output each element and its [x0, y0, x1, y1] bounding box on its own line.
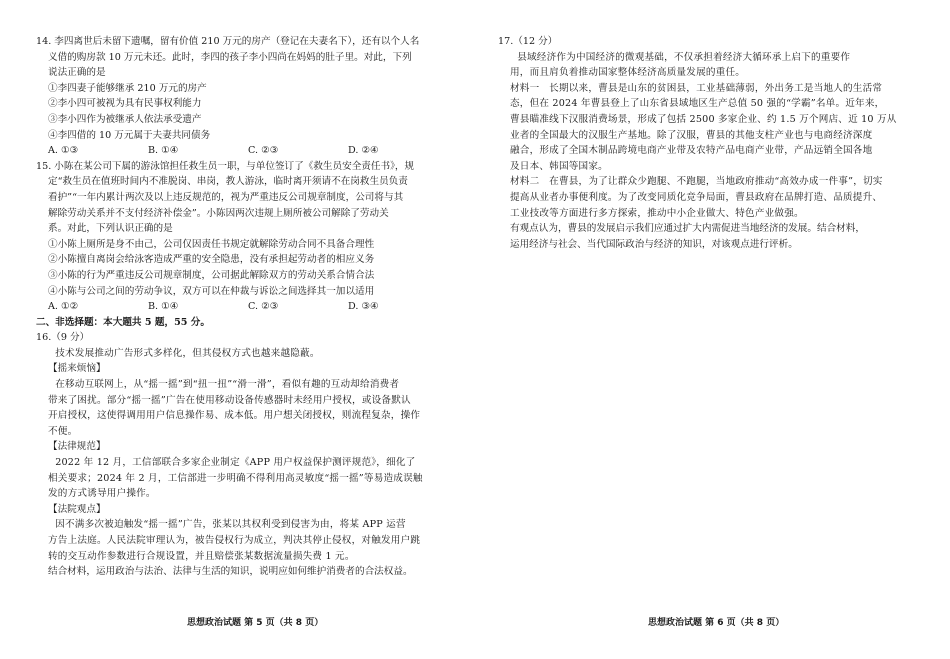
- q17-material-line: 曹县瞄准线下汉服消费场景，形成了包括 2500 多家企业、约 1.5 万个网店、近 10 万从: [510, 113, 897, 125]
- q14-stem-line: 14. 李四离世后未留下遗嘱，留有价值 210 万元的房产（登记在夫妻名下），还有以个人名: [36, 36, 420, 47]
- q14-item: ③李小四作为被继承人依法承受遗产: [48, 113, 202, 125]
- q17-material-line: 材料一 长期以来，曹县是山东的贫困县，工业基础薄弱，外出务工是当地人的生活常: [510, 82, 883, 94]
- q17-material-line: 材料二 在曹县，为了让群众少跑腿、不跑腿，当地政府推动“高效办成一件事”，切实: [510, 176, 883, 188]
- question-14: [36, 34, 448, 159]
- q16-para-line: 2022 年 12 月，工信部联合多家企业制定《APP 用户权益保护测评规范》，细化了: [55, 457, 416, 469]
- q14-stem-line: 义借的购房款 10 万元未还。此时，李四的孩子李小四尚在妈妈的肚子里。对此，下列: [48, 51, 412, 63]
- q14-option-d: D. ②④: [348, 145, 379, 157]
- q16-tag: 【法律规范】: [48, 441, 106, 453]
- q15-stem-line: 15. 小陈在某公司下属的游泳馆担任救生员一职，与单位签订了《救生员安全责任书》，规: [36, 160, 415, 172]
- q17-material-line: 提高从业者办事便利度。为了改变同质化竞争局面，曹县政府在品牌打造、品质提升、: [510, 191, 883, 203]
- q14-stem-line: 说法正确的是: [48, 67, 106, 79]
- q17-material-line: 态，但在 2024 年曹县登上了山东省县域地区生产总值 50 强的“学霸”名单。近年来，: [510, 98, 885, 110]
- question-16: [36, 330, 448, 580]
- q15-option-c: C. ②③: [248, 301, 279, 313]
- q16-tag: 【法院观点】: [48, 503, 106, 515]
- q17-intro-line: 县域经济作为中国经济的微观基础，不仅承担着经济大循环承上启下的重要作: [517, 51, 851, 63]
- q15-stem-line: 系。对此，下列认识正确的是: [48, 223, 173, 235]
- q15-stem-line: 看护”“一年内累计两次及以上违反规范的，视为严重违反公司规章制度，公司将与其: [48, 191, 404, 203]
- q17-head: 17.（12 分）: [498, 36, 558, 47]
- q15-option-a: A. ①②: [48, 301, 79, 313]
- q15-stem-line: 定“救生员在值班时间内不准脱岗、串岗，教人游泳，临时离开须请不在岗救生员负责: [48, 176, 408, 188]
- q15-item: ③小陈的行为严重违反公司规章制度，公司据此解除双方的劳动关系合情合法: [48, 269, 375, 281]
- q14-item: ④李四借的 10 万元属于夫妻共同债务: [48, 129, 211, 141]
- q16-para-line: 因不满多次被迫触发“摇一摇”广告，张某以其权利受到侵害为由，将某 APP 运营: [55, 519, 406, 531]
- left-column: [36, 34, 448, 580]
- right-column: [498, 34, 912, 252]
- q16-para-line: 转的交互动作参数进行合规设置，并且赔偿张某数据流量损失费 1 元。: [48, 550, 355, 562]
- q15-item: ②小陈擅自离岗会给泳客造成严重的安全隐患，没有承担起劳动者的相应义务: [48, 254, 375, 266]
- q16-tag: 【摇来烦恼】: [48, 363, 106, 375]
- q15-option-b: B. ①④: [148, 301, 179, 313]
- q16-intro: 技术发展推动广告形式多样化，但其侵权方式也越来越隐蔽。: [55, 347, 320, 359]
- q15-item: ④小陈与公司之间的劳动争议，双方可以在仲裁与诉讼之间选择其一加以适用: [48, 285, 375, 297]
- q17-material-line: 及日本、韩国等国家。: [510, 160, 608, 172]
- q17-material-line: 融合，形成了全国木制品跨境电商产业带及农特产品电商产业带，产品远销全国各地: [510, 145, 873, 157]
- page-footer-left: 思想政治试题 第 5 页（共 8 页）: [187, 618, 324, 628]
- question-15: [36, 159, 448, 315]
- q16-task: 结合材料，运用政治与法治、法律与生活的知识，说明应如何维护消费者的合法权益。: [48, 566, 413, 578]
- q15-stem-line: 解除劳动关系并不支付经济补偿金”。小陈因两次违规上厕所被公司解除了劳动关: [48, 207, 389, 219]
- q17-material-line: 业者的全国最大的汉服生产基地。除了汉服，曹县的其他支柱产业也与电商经济深度: [510, 129, 873, 141]
- q16-para-line: 相关要求；2024 年 2 月，工信部进一步明确不得利用高灵敏度“摇一摇”等易造成误触: [48, 472, 423, 484]
- q17-intro-line: 用，而且肩负着推动国家整体经济高质量发展的重任。: [510, 67, 746, 79]
- q14-options: [36, 143, 448, 159]
- q16-para-line: 在移动互联网上，从“摇一摇”到“扭一扭”“滑一滑”，看似有趣的互动却给消费者: [55, 379, 400, 391]
- q17-task-line: 运用经济与社会、当代国际政治与经济的知识，对该观点进行评析。: [510, 238, 798, 250]
- q15-options: [36, 299, 448, 315]
- page-footer-right: 思想政治试题 第 6 页（共 8 页）: [648, 618, 785, 628]
- q14-item: ①李四妻子能够继承 210 万元的房产: [48, 82, 207, 94]
- q16-para-line: 方告上法庭。人民法院审理认为，被告侵权行为成立，判决其停止侵权，对触发用户跳: [48, 535, 421, 546]
- question-17: [498, 34, 912, 252]
- q15-option-d: D. ③④: [348, 301, 379, 313]
- q16-para-line: 开启授权，这使得调用用户信息操作易、成本低。用户想关闭授权，则流程复杂，操作: [48, 410, 421, 422]
- q17-task-line: 有观点认为，曹县的发展启示我们应通过扩大内需促进当地经济的发展。结合材料，: [510, 223, 865, 235]
- section-heading: 二、非选择题：本大题共 5 题，55 分。: [36, 316, 210, 328]
- q15-item: ①小陈上厕所是身不由己，公司仅因责任书规定就解除劳动合同不具备合理性: [48, 238, 375, 250]
- q14-option-a: A. ①③: [48, 145, 79, 157]
- q14-option-c: C. ②③: [248, 145, 279, 157]
- q14-option-b: B. ①④: [148, 145, 179, 157]
- q17-material-line: 工业技改等方面进行多方探索，推动中小企业做大、特色产业做强。: [510, 207, 804, 219]
- q16-para-line: 带来了困扰。部分“摇一摇”广告在使用移动设备传感器时未经用户授权，或设备默认: [48, 394, 411, 406]
- q14-item: ②李小四可被视为具有民事权利能力: [48, 98, 202, 110]
- q16-head: 16.（9 分）: [36, 332, 90, 344]
- q16-para-line: 发的方式诱导用户操作。: [48, 488, 156, 500]
- q16-para-line: 不便。: [48, 425, 78, 437]
